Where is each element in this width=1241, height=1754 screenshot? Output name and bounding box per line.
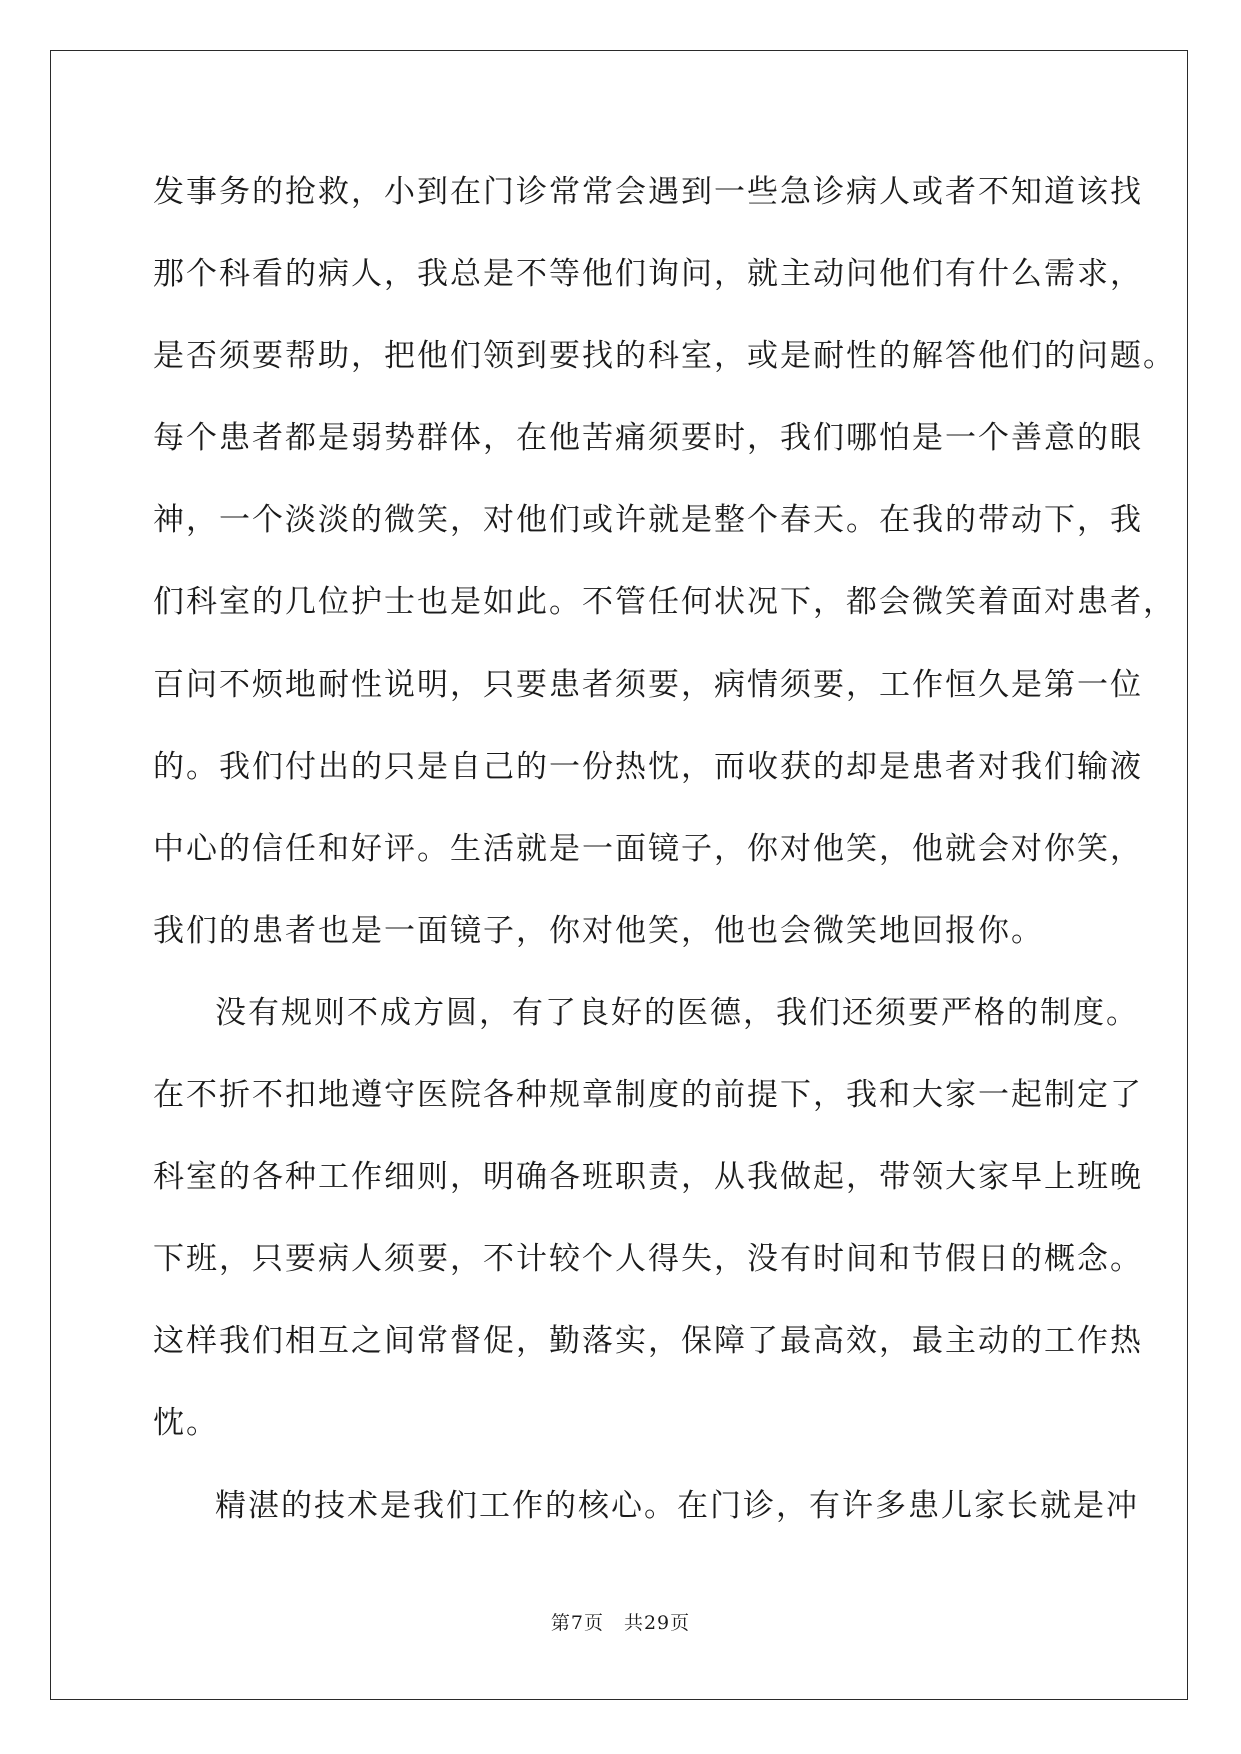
page-total: 共29页 [623, 1612, 691, 1634]
page-footer [0, 1608, 1241, 1635]
text-line: 是否须要帮助，把他们领到要找的科室，或是耐性的解答他们的问题。 [153, 338, 1176, 375]
text-line: 这样我们相互之间常督促，勤落实，保障了最高效，最主动的工作热 [153, 1323, 1143, 1360]
text-line: 那个科看的病人，我总是不等他们询问，就主动问他们有什么需求， [153, 256, 1143, 293]
text-line: 的。我们付出的只是自己的一份热忱，而收获的却是患者对我们输液 [153, 748, 1143, 785]
text-line: 们科室的几位护士也是如此。不管任何状况下，都会微笑着面对患者， [153, 584, 1176, 621]
document-body [153, 168, 1176, 1564]
text-line: 神，一个淡淡的微笑，对他们或许就是整个春天。在我的带动下，我 [153, 502, 1143, 539]
page-number: 第7页 [550, 1612, 604, 1634]
paragraph-start-line: 没有规则不成方圆，有了良好的医德，我们还须要严格的制度。 [215, 994, 1139, 1031]
text-line: 中心的信任和好评。生活就是一面镜子，你对他笑，他就会对你笑， [153, 830, 1143, 867]
text-line: 每个患者都是弱势群体，在他苦痛须要时，我们哪怕是一个善意的眼 [153, 420, 1143, 457]
text-line: 科室的各种工作细则，明确各班职责，从我做起，带领大家早上班晚 [153, 1159, 1143, 1196]
paragraph-start-line: 精湛的技术是我们工作的核心。在门诊，有许多患儿家长就是冲 [215, 1487, 1139, 1524]
text-line: 百问不烦地耐性说明，只要患者须要，病情须要，工作恒久是第一位 [153, 666, 1143, 703]
text-line: 我们的患者也是一面镜子，你对他笑，他也会微笑地回报你。 [153, 912, 1044, 949]
text-line: 忱。 [153, 1405, 219, 1442]
text-line: 在不折不扣地遵守医院各种规章制度的前提下，我和大家一起制定了 [153, 1077, 1143, 1114]
text-line: 下班，只要病人须要，不计较个人得失，没有时间和节假日的概念。 [153, 1241, 1143, 1278]
text-line: 发事务的抢救，小到在门诊常常会遇到一些急诊病人或者不知道该找 [153, 174, 1143, 210]
